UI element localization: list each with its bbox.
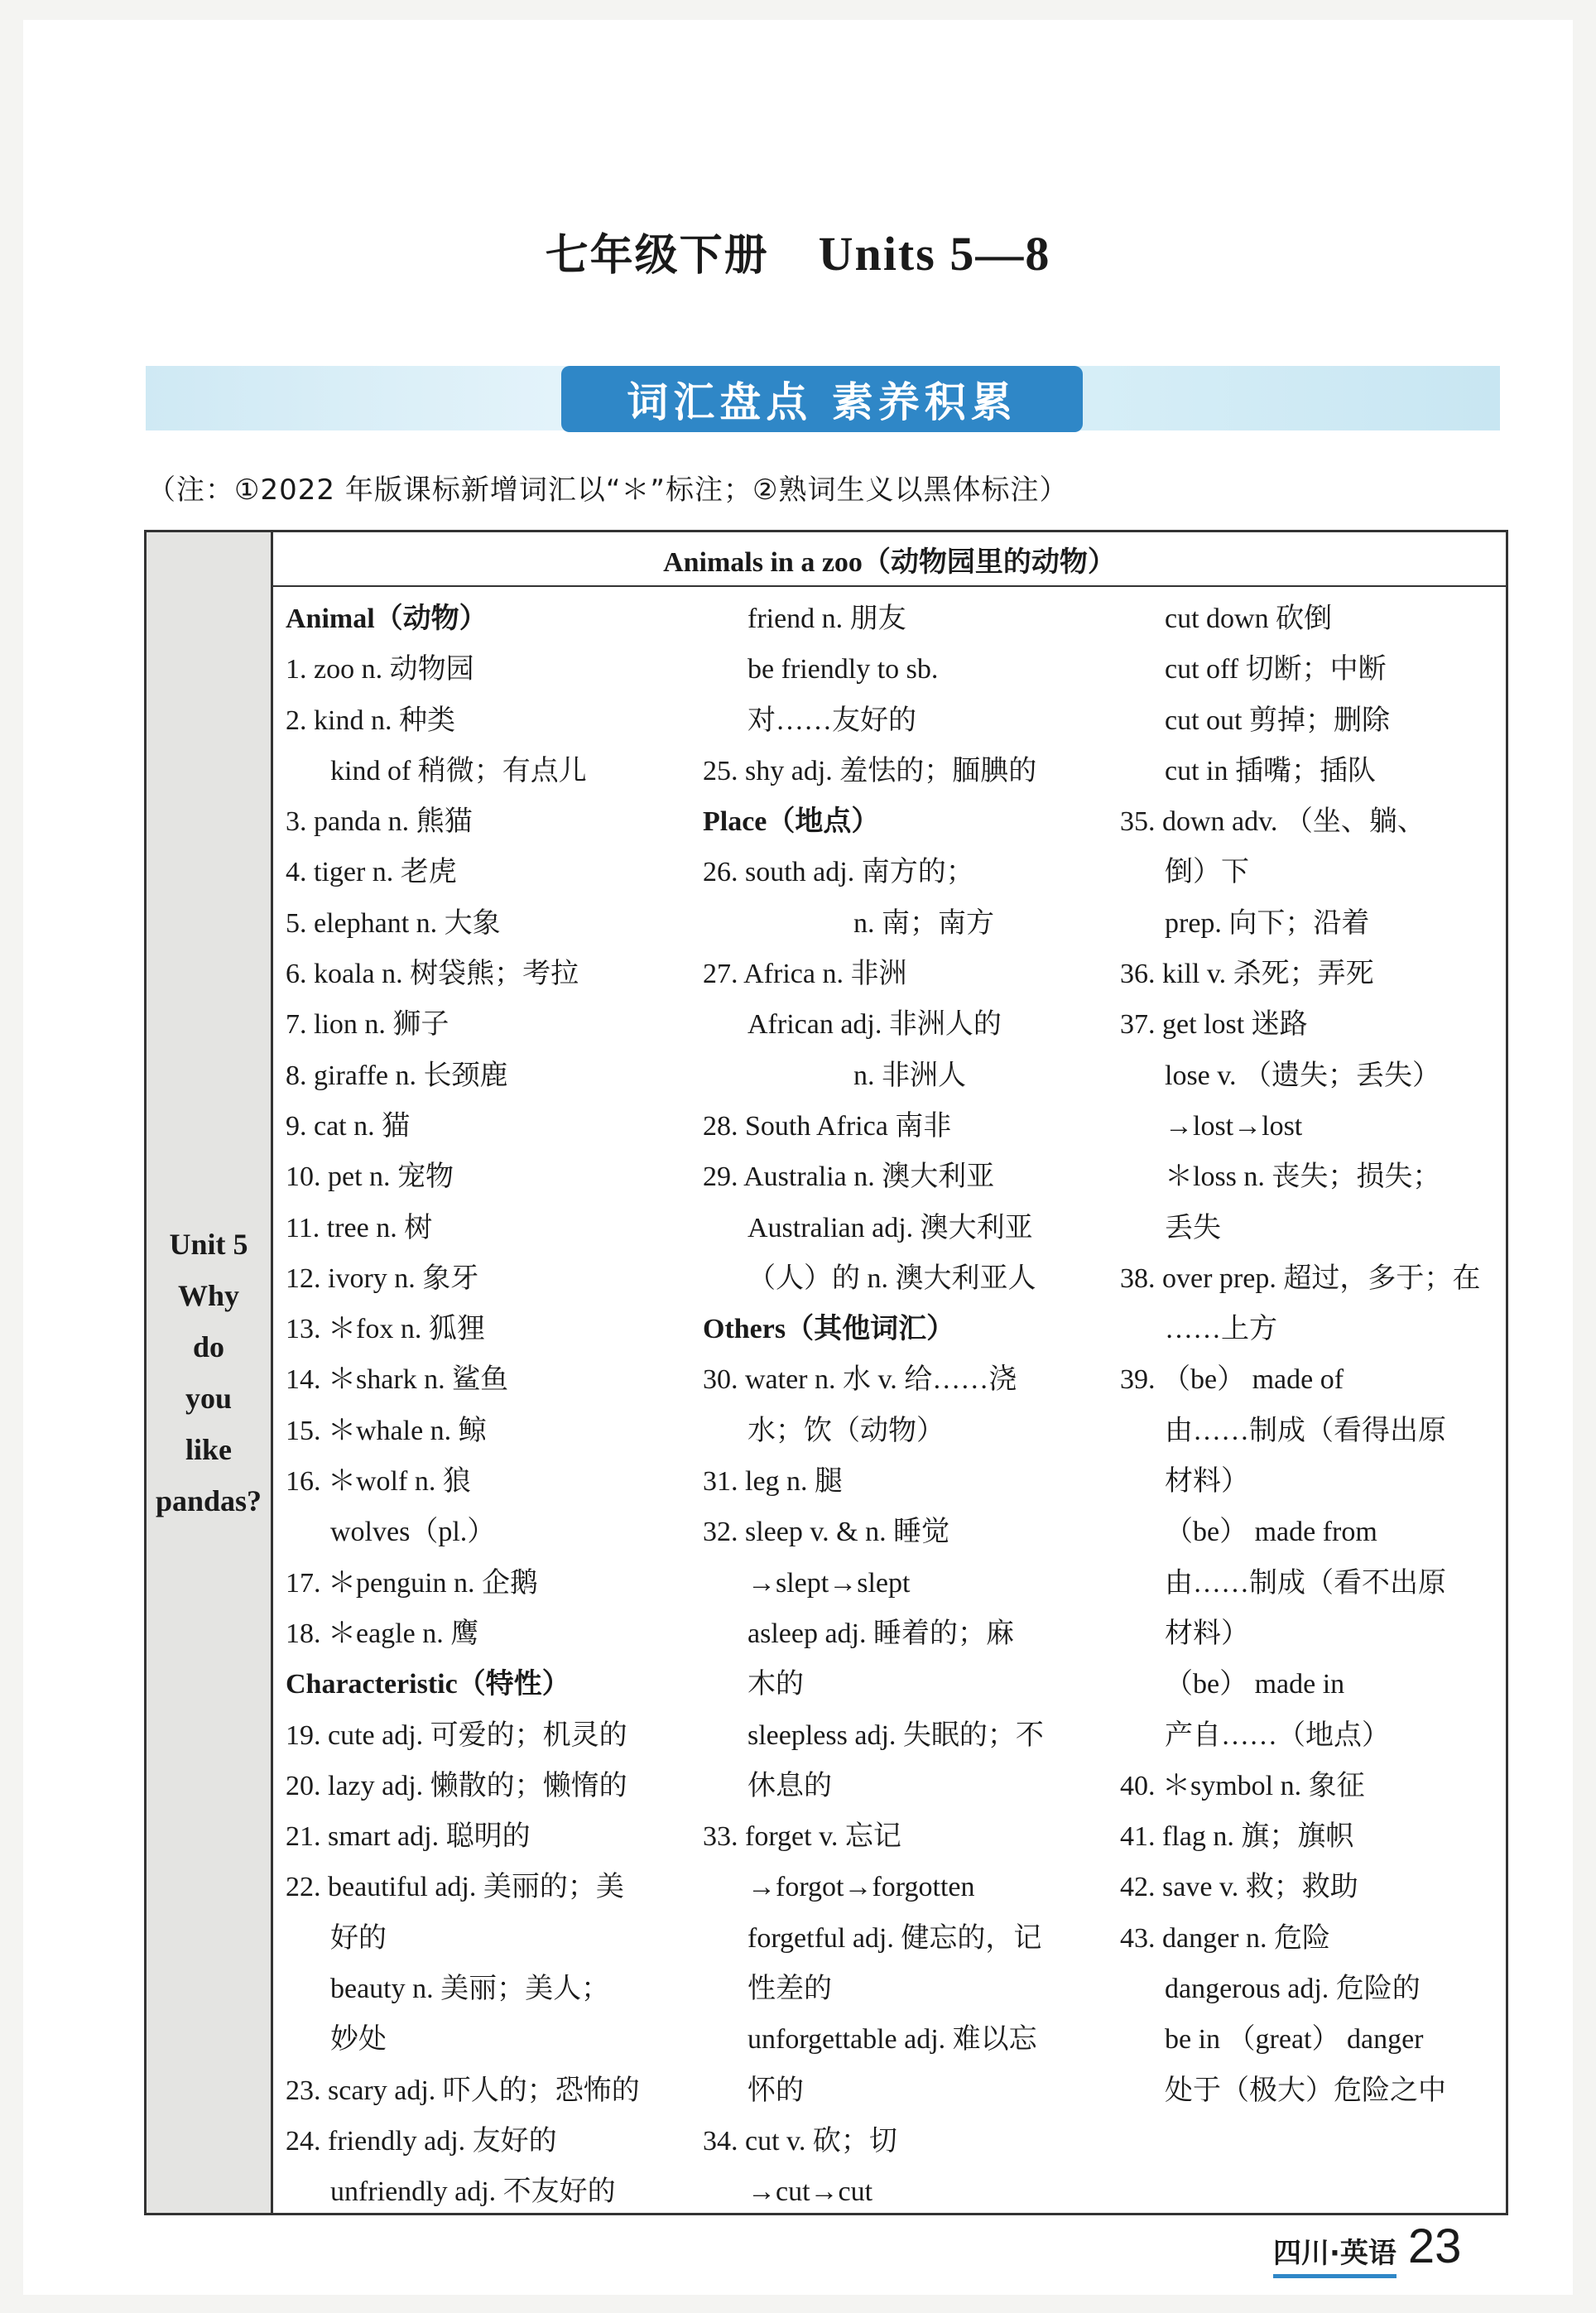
vocab-entry: lose v. （遗失；丢失） bbox=[1165, 1060, 1441, 1091]
vocab-table bbox=[144, 530, 1508, 2215]
vocab-entry: 32. sleep v. & n. 睡觉 bbox=[703, 1517, 950, 1548]
vocab-entry: 16. ＊wolf n. 狼 bbox=[286, 1466, 471, 1498]
vocab-entry: （人）的 n. 澳大利亚人 bbox=[748, 1262, 1036, 1294]
vocab-entry: 38. over prep. 超过，多于；在 bbox=[1120, 1262, 1481, 1294]
unit-label-line: Why bbox=[177, 1279, 239, 1312]
vocab-entry: 33. forget v. 忘记 bbox=[703, 1821, 901, 1853]
vocab-entry: （be） made in bbox=[1165, 1669, 1345, 1700]
vocab-entry: friend n. 朋友 bbox=[748, 603, 906, 634]
vocab-entry: 29. Australia n. 澳大利亚 bbox=[703, 1161, 995, 1193]
vocab-entry: 19. cute adj. 可爱的；机灵的 bbox=[286, 1719, 627, 1751]
vocab-entry: 17. ＊penguin n. 企鹅 bbox=[286, 1567, 539, 1599]
vocab-entry: 36. kill v. 杀死；弄死 bbox=[1120, 959, 1374, 990]
vocab-entry: 25. shy adj. 羞怯的；腼腆的 bbox=[703, 755, 1037, 786]
vocab-entry: 20. lazy adj. 懒散的；懒惰的 bbox=[286, 1770, 627, 1801]
page-footer bbox=[1273, 2219, 1461, 2278]
vocab-entry: 26. south adj. 南方的； bbox=[703, 857, 974, 888]
vocab-entry: 37. get lost 迷路 bbox=[1120, 1009, 1308, 1041]
vocab-entry: cut out 剪掉；删除 bbox=[1165, 704, 1390, 736]
vocab-entry: 39. （be） made of bbox=[1120, 1364, 1344, 1396]
vocab-entry: 木的 bbox=[748, 1669, 804, 1700]
vocab-entry: be friendly to sb. bbox=[748, 654, 939, 685]
vocab-entry: 35. down adv. （坐、躺、 bbox=[1120, 806, 1425, 838]
section-heading: Animal（动物） bbox=[286, 603, 488, 634]
vocab-entry: 2. kind n. 种类 bbox=[286, 704, 455, 736]
vocab-entry: n. 非洲人 bbox=[853, 1060, 966, 1091]
unit-label bbox=[156, 1219, 262, 1527]
legend-note: （注：①2022 年版课标新增词汇以“＊”标注；②熟词生义以黑体标注） bbox=[147, 474, 1069, 507]
vocab-entry: unfriendly adj. 不友好的 bbox=[330, 2176, 616, 2208]
vocab-entry: 7. lion n. 狮子 bbox=[286, 1009, 449, 1041]
vocab-entry: 1. zoo n. 动物园 bbox=[286, 654, 474, 685]
vocab-entry: →forgot→forgotten bbox=[748, 1872, 975, 1903]
vocab-entry: 31. leg n. 腿 bbox=[703, 1466, 844, 1498]
vocab-entry: 23. scary adj. 吓人的；恐怖的 bbox=[286, 2075, 640, 2106]
vocab-entry: 10. pet n. 宠物 bbox=[286, 1161, 454, 1193]
vocab-entry: 30. water n. 水 v. 给……浇 bbox=[703, 1364, 1017, 1396]
vocab-entry: →lost→lost bbox=[1165, 1110, 1303, 1142]
vocab-entry: 41. flag n. 旗；旗帜 bbox=[1120, 1821, 1354, 1853]
vocab-entry: 倒）下 bbox=[1165, 857, 1249, 888]
vocab-column-3 bbox=[1120, 594, 1501, 2116]
vocab-entry: 由……制成（看不出原 bbox=[1165, 1567, 1446, 1599]
vocab-entry: cut off 切断；中断 bbox=[1165, 654, 1387, 685]
vocab-entry: 27. Africa n. 非洲 bbox=[703, 959, 907, 990]
vocab-entry: 21. smart adj. 聪明的 bbox=[286, 1821, 531, 1853]
unit-label-line: pandas? bbox=[155, 1484, 262, 1517]
vocab-entry: 42. save v. 救；救助 bbox=[1120, 1872, 1358, 1903]
vocab-entry: prep. 向下；沿着 bbox=[1165, 907, 1370, 939]
vocab-entry: 对……友好的 bbox=[748, 704, 916, 736]
vocab-entry: beauty n. 美丽；美人； bbox=[330, 1974, 610, 2005]
section-heading: Characteristic（特性） bbox=[286, 1669, 570, 1700]
vocab-entry: 产自……（地点） bbox=[1165, 1719, 1390, 1751]
vocab-entry: ……上方 bbox=[1165, 1314, 1277, 1345]
vocab-entry: 34. cut v. 砍；切 bbox=[703, 2125, 897, 2157]
title-grade: 七年级下册 bbox=[545, 231, 769, 281]
vocab-entry: dangerous adj. 危险的 bbox=[1165, 1974, 1421, 2005]
vocab-entry: →slept→slept bbox=[748, 1567, 911, 1599]
vocab-entry: 3. panda n. 熊猫 bbox=[286, 806, 473, 838]
vocab-entry: 15. ＊whale n. 鲸 bbox=[286, 1415, 487, 1446]
vocab-entry: n. 南；南方 bbox=[853, 907, 994, 939]
vocab-entry: asleep adj. 睡着的；麻 bbox=[748, 1618, 1014, 1649]
vocab-entry: wolves（pl.） bbox=[330, 1517, 496, 1548]
vocab-entry: sleepless adj. 失眠的；不 bbox=[748, 1719, 1044, 1751]
vocab-entry: 8. giraffe n. 长颈鹿 bbox=[286, 1060, 508, 1091]
page bbox=[23, 20, 1573, 2295]
vocab-entry: 休息的 bbox=[748, 1770, 832, 1801]
unit-label-line: Unit 5 bbox=[169, 1228, 248, 1261]
unit-label-line: do bbox=[192, 1330, 224, 1363]
vocab-entry: ＊loss n. 丧失；损失； bbox=[1165, 1161, 1441, 1193]
vocab-entry: 43. danger n. 危险 bbox=[1120, 1922, 1331, 1954]
vocab-entry: 由……制成（看得出原 bbox=[1165, 1415, 1446, 1446]
vocab-column-1 bbox=[286, 594, 699, 2218]
section-heading: Others（其他词汇） bbox=[703, 1314, 955, 1345]
vocab-entry: →cut→cut bbox=[748, 2176, 873, 2208]
vocab-entry: 22. beautiful adj. 美丽的；美 bbox=[286, 1872, 624, 1903]
vocab-entry: cut down 砍倒 bbox=[1165, 603, 1333, 634]
vocab-entry: 好的 bbox=[330, 1922, 387, 1954]
vocab-entry: 性差的 bbox=[748, 1974, 832, 2005]
vocab-entry: （be） made from bbox=[1165, 1517, 1377, 1548]
table-heading: Animals in a zoo（动物园里的动物） bbox=[273, 532, 1506, 587]
page-number: 23 bbox=[1407, 2219, 1462, 2273]
vocab-entry: forgetful adj. 健忘的，记 bbox=[748, 1922, 1042, 1954]
vocab-entry: 5. elephant n. 大象 bbox=[286, 907, 501, 939]
vocab-entry: 6. koala n. 树袋熊；考拉 bbox=[286, 959, 579, 990]
footer-subject: 四川·英语 bbox=[1273, 2230, 1396, 2278]
vocab-entry: 妙处 bbox=[330, 2024, 387, 2056]
section-heading: Place（地点） bbox=[703, 806, 880, 838]
vocab-entry: 材料） bbox=[1165, 1618, 1249, 1649]
vocab-entry: 28. South Africa 南非 bbox=[703, 1110, 952, 1142]
vocab-entry: 40. ＊symbol n. 象征 bbox=[1120, 1770, 1365, 1801]
unit-label-line: you bbox=[185, 1382, 232, 1415]
vocab-entry: 水；饮（动物） bbox=[748, 1415, 945, 1446]
vocab-entry: kind of 稍微；有点儿 bbox=[330, 755, 587, 786]
vocab-entry: 9. cat n. 猫 bbox=[286, 1110, 411, 1142]
vocab-entry: unforgettable adj. 难以忘 bbox=[748, 2024, 1037, 2056]
vocab-entry: 18. ＊eagle n. 鹰 bbox=[286, 1618, 479, 1649]
unit-label-line: like bbox=[185, 1433, 232, 1466]
vocab-entry: African adj. 非洲人的 bbox=[748, 1009, 1002, 1041]
vocab-entry: Australian adj. 澳大利亚 bbox=[748, 1212, 1033, 1243]
title-units: Units 5—8 bbox=[818, 227, 1051, 281]
section-banner: 词汇盘点 素养积累 bbox=[561, 366, 1083, 432]
vocab-entry: 13. ＊fox n. 狐狸 bbox=[286, 1314, 485, 1345]
vocab-entry: 丢失 bbox=[1165, 1212, 1221, 1243]
page-title bbox=[23, 220, 1573, 282]
vocab-entry: be in （great） danger bbox=[1165, 2024, 1424, 2056]
vocab-entry: 4. tiger n. 老虎 bbox=[286, 857, 457, 888]
vocab-entry: 11. tree n. 树 bbox=[286, 1212, 433, 1243]
unit-column bbox=[147, 532, 273, 2213]
vocab-entry: 12. ivory n. 象牙 bbox=[286, 1262, 479, 1294]
vocab-entry: 材料） bbox=[1165, 1466, 1249, 1498]
vocab-entry: cut in 插嘴；插队 bbox=[1165, 755, 1376, 786]
vocab-entry: 怀的 bbox=[748, 2075, 804, 2106]
vocab-entry: 24. friendly adj. 友好的 bbox=[286, 2125, 557, 2157]
vocab-entry: 处于（极大）危险之中 bbox=[1165, 2075, 1446, 2106]
vocab-entry: 14. ＊shark n. 鲨鱼 bbox=[286, 1364, 509, 1396]
